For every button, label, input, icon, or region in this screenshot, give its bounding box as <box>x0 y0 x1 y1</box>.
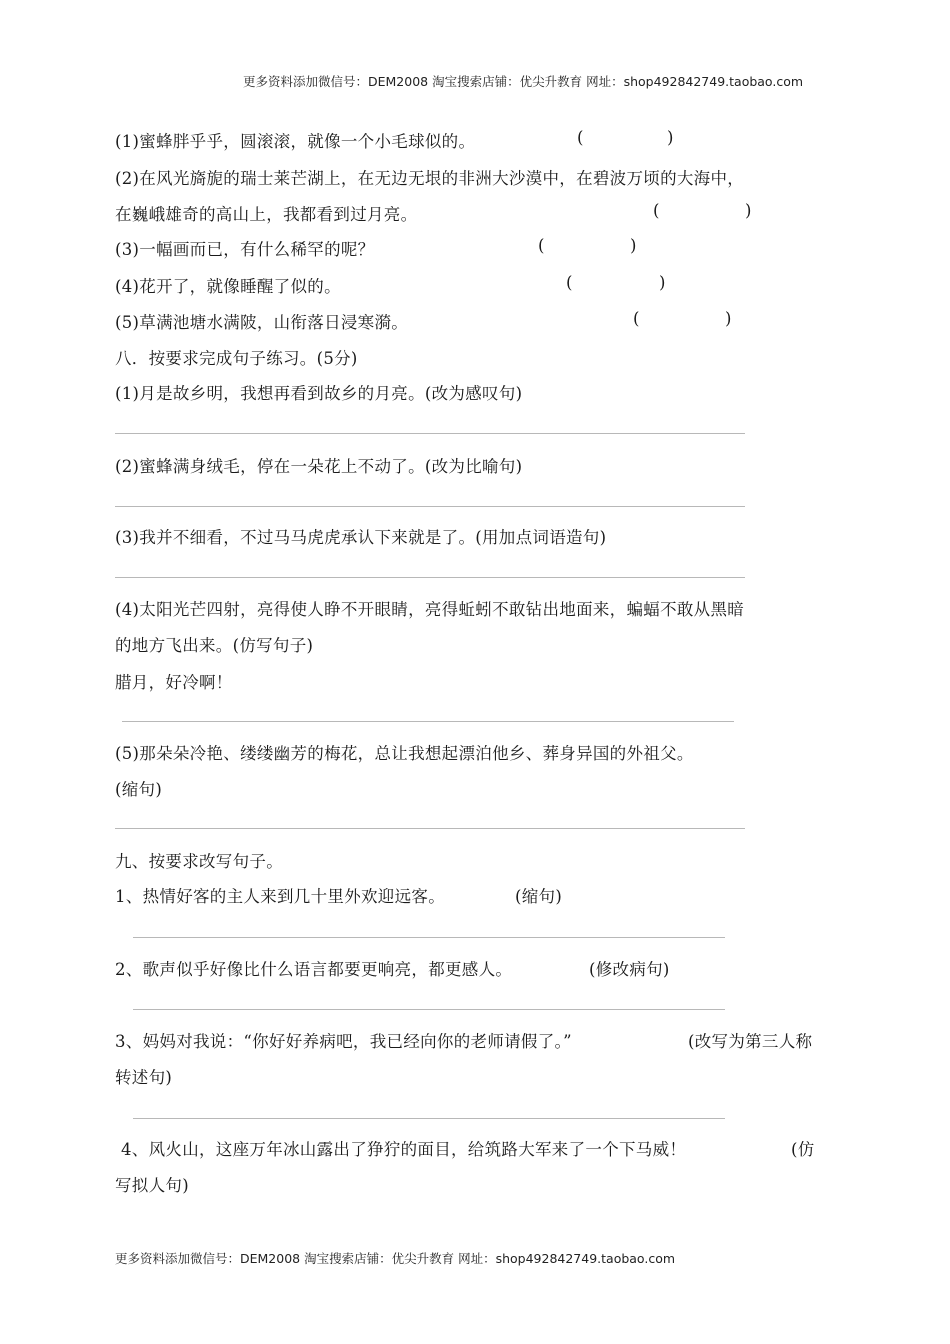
s8-q4-prompt: 腊月，好冷啊！ <box>115 673 233 692</box>
s7-item-4: (4)花开了，就像睡醒了似的。 <box>115 277 341 296</box>
s7-item-1-open-paren: ( <box>577 128 584 147</box>
s8-q5-line1: (5)那朵朵冷艳、缕缕幽芳的梅花，总让我想起漂泊他乡、葬身异国的外祖父。 <box>115 744 694 763</box>
s9-q3: 3、妈妈对我说：“你好好养病吧，我已经向你的老师请假了。” <box>115 1032 572 1051</box>
s9-q2-answer-line[interactable] <box>133 1009 725 1010</box>
s8-q3: (3)我并不细看，不过马马虎虎承认下来就是了。(用加点词语造句) <box>115 528 607 547</box>
s9-title: 九、按要求改写句子。 <box>115 852 283 871</box>
s7-item-4-open-paren: ( <box>566 273 573 292</box>
s8-q2-answer-line[interactable] <box>115 506 745 507</box>
page-footer: 更多资料添加微信号：DEM2008 淘宝搜索店铺：优尖升教育 网址：shop492842749.taobao.com <box>115 1251 676 1266</box>
s7-item-5-close-paren: ) <box>725 309 732 328</box>
s9-q3-requirement: (改写为第三人称 <box>688 1032 813 1051</box>
s9-q2-requirement: (修改病句) <box>589 960 670 979</box>
s9-q3-answer-line[interactable] <box>133 1118 725 1119</box>
s7-item-2-line1: (2)在风光旖旎的瑞士莱芒湖上，在无边无垠的非洲大沙漠中，在碧波万顷的大海中， <box>115 169 745 188</box>
s9-q3-line2: 转述句) <box>115 1068 173 1087</box>
s7-item-2-open-paren: ( <box>653 201 660 220</box>
s7-item-1-close-paren: ) <box>667 128 674 147</box>
s8-q2: (2)蜜蜂满身绒毛，停在一朵花上不动了。(改为比喻句) <box>115 457 523 476</box>
s7-item-3: (3)一幅画而已，有什么稀罕的呢？ <box>115 240 375 259</box>
page-header: 更多资料添加微信号：DEM2008 淘宝搜索店铺：优尖升教育 网址：shop492842749.taobao.com <box>243 74 804 89</box>
s9-q4: 4、风火山，这座万年冰山露出了狰狞的面目，给筑路大军来了一个下马威！ <box>121 1140 687 1159</box>
s7-item-1: (1)蜜蜂胖乎乎，圆滚滚，就像一个小毛球似的。 <box>115 132 476 151</box>
s9-q4-line2: 写拟人句) <box>115 1176 189 1195</box>
s9-q2: 2、歌声似乎好像比什么语言都要更响亮，都更感人。 <box>115 960 513 979</box>
s8-q5-answer-line[interactable] <box>115 828 745 829</box>
s7-item-2-line2: 在巍峨雄奇的高山上，我都看到过月亮。 <box>115 205 418 224</box>
s8-title: 八．按要求完成句子练习。(5分) <box>115 349 358 368</box>
s8-q4-answer-line[interactable] <box>122 721 734 722</box>
s7-item-5: (5)草满池塘水满陂，山衔落日浸寒漪。 <box>115 313 409 332</box>
s8-q4-line2: 的地方飞出来。(仿写句子) <box>115 636 314 655</box>
s9-q1-answer-line[interactable] <box>133 937 725 938</box>
s8-q1-answer-line[interactable] <box>115 433 745 434</box>
s9-q4-requirement: (仿 <box>791 1140 815 1159</box>
s9-q1-requirement: (缩句) <box>515 887 563 906</box>
s7-item-3-close-paren: ) <box>630 236 637 255</box>
s8-q4-line1: (4)太阳光芒四射，亮得使人睁不开眼睛，亮得蚯蚓不敢钻出地面来，蝙蝠不敢从黑暗 <box>115 600 745 619</box>
s7-item-3-open-paren: ( <box>538 236 545 255</box>
s8-q3-answer-line[interactable] <box>115 577 745 578</box>
s7-item-2-close-paren: ) <box>745 201 752 220</box>
s7-item-4-close-paren: ) <box>659 273 666 292</box>
s8-q1: (1)月是故乡明，我想再看到故乡的月亮。(改为感叹句) <box>115 384 523 403</box>
s7-item-5-open-paren: ( <box>633 309 640 328</box>
s9-q1: 1、热情好客的主人来到几十里外欢迎远客。 <box>115 887 445 906</box>
s8-q5-line2: (缩句) <box>115 780 163 799</box>
